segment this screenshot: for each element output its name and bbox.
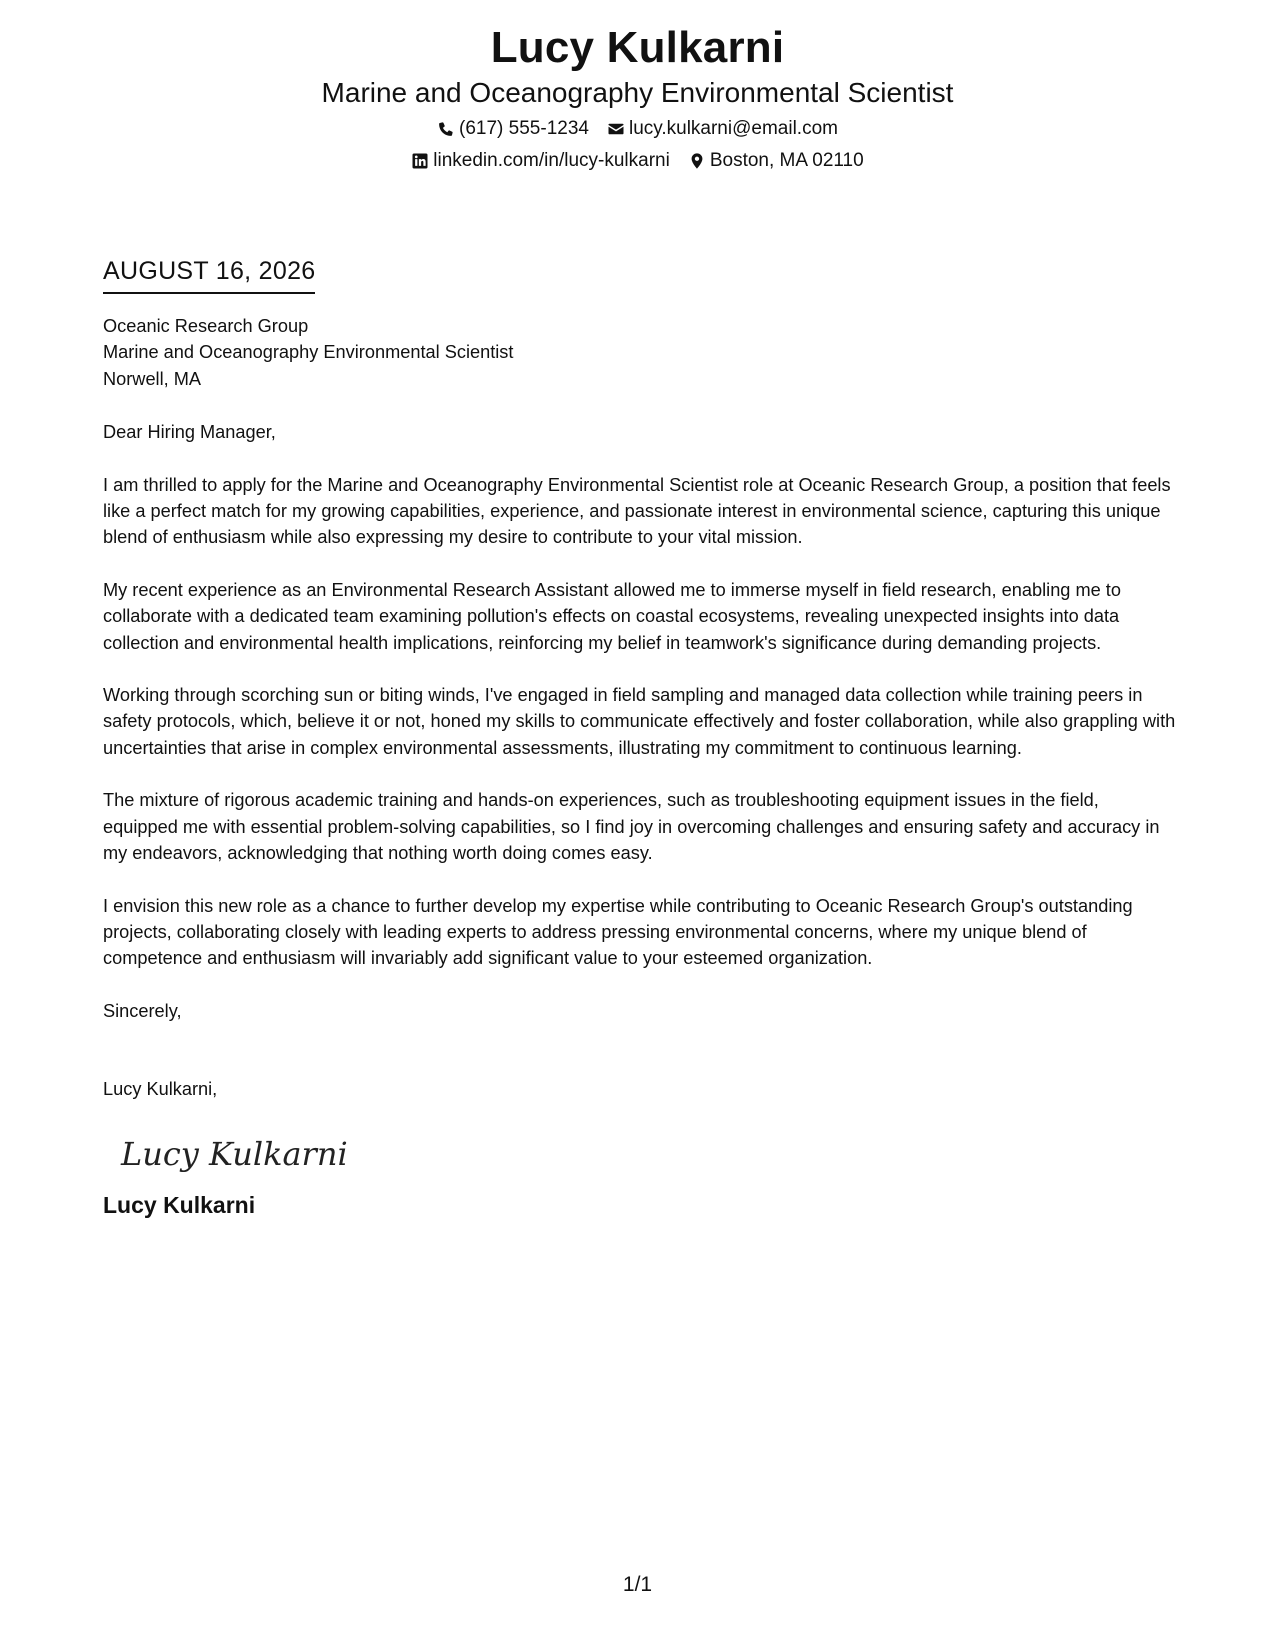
page-number: 1/1 bbox=[622, 1573, 653, 1596]
paragraph-3: Working through scorching sun or biting winds, I've engaged in field sampling and managed data collection while training peers in safety protocols, which, believe it or not, honed my skills to communicate effectively and foster collaboration, while also grappling with uncertainties that arise in complex environmental assessments, illustrating my commitment to continuous learning. bbox=[103, 685, 1176, 758]
contact-row-secondary bbox=[0, 149, 1275, 173]
email-contact bbox=[607, 117, 838, 141]
paragraph-2: My recent experience as an Environmental Research Assistant allowed me to immerse myself in field research, enabling me to collaborate with a dedicated team examining pollution's effects on coastal ecosystems, revealing unexpected insights into data collection and environmental health implications, reinforcing my belief in teamwork's significance during demanding projects. bbox=[103, 579, 1121, 653]
applicant-title: Marine and Oceanography Environmental Scientist bbox=[321, 77, 954, 108]
phone-text: (617) 555-1234 bbox=[459, 118, 589, 139]
linkedin-contact bbox=[411, 149, 670, 173]
location-contact bbox=[688, 149, 864, 173]
letter-header bbox=[0, 22, 1275, 173]
recipient-position: Marine and Oceanography Environmental Scientist bbox=[103, 342, 514, 363]
letter-date: AUGUST 16, 2026 bbox=[103, 256, 315, 294]
phone-icon bbox=[437, 120, 455, 138]
location-text: Boston, MA 02110 bbox=[709, 150, 864, 171]
printed-name: Lucy Kulkarni bbox=[103, 1191, 256, 1218]
salutation: Dear Hiring Manager, bbox=[103, 422, 276, 443]
email-text: lucy.kulkarni@email.com bbox=[628, 118, 838, 139]
closing-name: Lucy Kulkarni, bbox=[103, 1079, 218, 1100]
contact-row-primary bbox=[0, 117, 1275, 141]
handwritten-signature bbox=[117, 1121, 357, 1183]
recipient-location: Norwell, MA bbox=[103, 368, 202, 389]
phone-contact bbox=[437, 117, 589, 141]
paragraph-5: I envision this new role as a chance to further develop my expertise while contributing to Oceanic Research Group's outstanding projects, collaborating closely with leading experts to address pressing environmental concerns, where my unique blend of competence and enthusiasm will invariably add significant value to your esteemed organization. bbox=[103, 895, 1133, 969]
recipient-company: Oceanic Research Group bbox=[103, 316, 309, 336]
paragraph-4: The mixture of rigorous academic training and hands-on experiences, such as troubleshooting equipment issues in the field, equipped me with essential problem-solving capabilities, so I find joy in overcoming challenges and ensuring safety and accuracy in my endeavors, acknowledging that nothing worth doing comes easy. bbox=[103, 790, 1160, 864]
signature-text: Lucy Kulkarni bbox=[121, 1134, 348, 1173]
envelope-icon bbox=[607, 120, 625, 138]
sign-off: Sincerely, bbox=[103, 1000, 182, 1021]
map-marker-icon bbox=[688, 152, 706, 170]
recipient-block bbox=[103, 313, 1178, 392]
paragraph-1: I am thrilled to apply for the Marine and Oceanography Environmental Scientist role at Oceanic Research Group, a position that feels like a perfect match for my growing capabilities, experience, and passionate interest in environmental science, capturing this unique blend of enthusiasm while also expressing my desire to contribute to your vital mission. bbox=[103, 474, 1171, 548]
letter-body bbox=[103, 256, 1178, 1219]
linkedin-text: linkedin.com/in/lucy-kulkarni bbox=[433, 150, 670, 171]
linkedin-icon bbox=[411, 152, 429, 170]
applicant-name: Lucy Kulkarni bbox=[490, 23, 785, 72]
